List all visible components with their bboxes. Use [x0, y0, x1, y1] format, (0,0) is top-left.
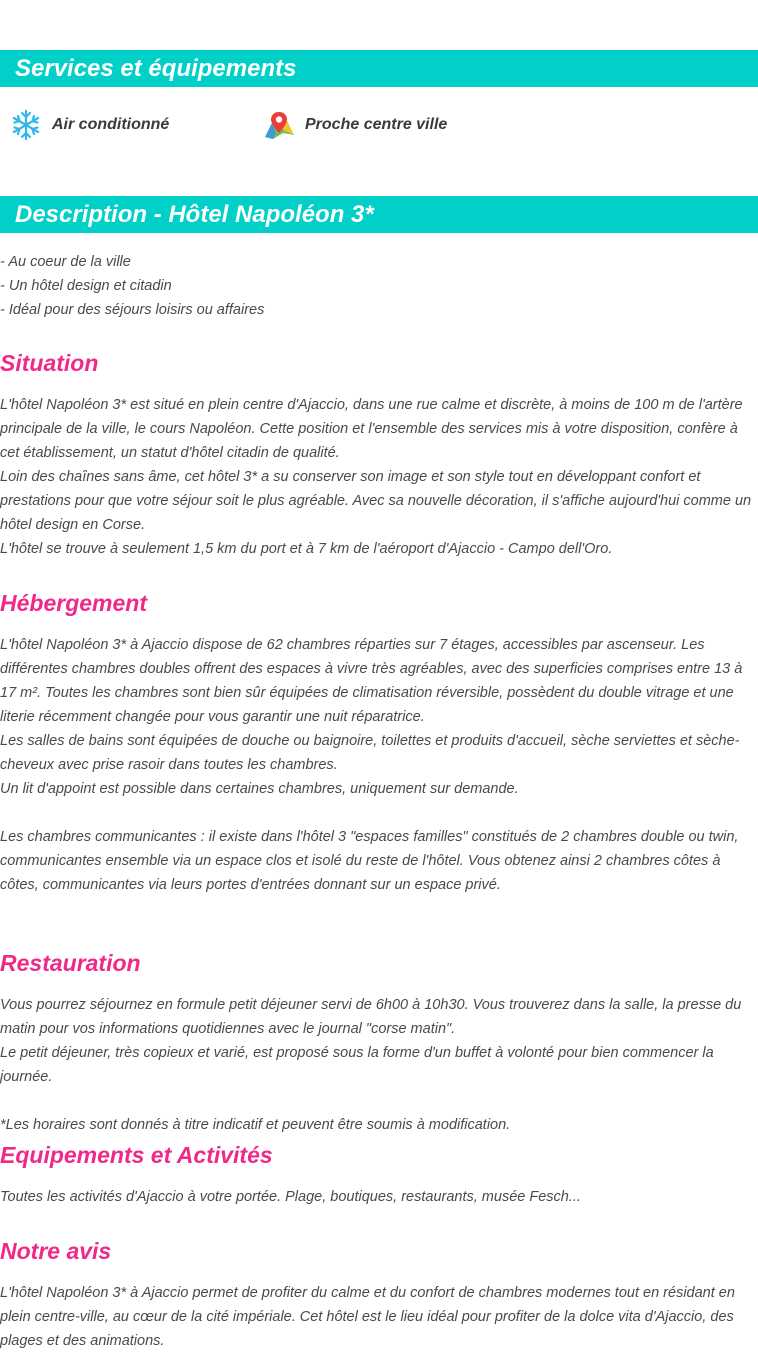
paragraph: L'hôtel Napoléon 3* à Ajaccio dispose de 62 chambres réparties sur 7 étages, accessibles par ascenseur. Les différentes chambres doubles offrent des espaces à vivre très agréables, avec des superficies comprises entre 13 à 17 m². Toutes les chambres sont bien sûr équipées de climatisation réversible, possèdent du double vitrage et une literie récemment changée pour vous garantir une nuit réparatrice.	[0, 637, 743, 725]
list-item: - Au coeur de la ville	[0, 254, 131, 270]
situation-text	[0, 393, 758, 561]
situation-heading: Situation	[0, 350, 99, 376]
avis-heading: Notre avis	[0, 1238, 112, 1264]
list-item: - Idéal pour des séjours loisirs ou affaires	[0, 302, 265, 318]
service-air-conditioning	[10, 108, 169, 142]
avis-text	[0, 1281, 758, 1353]
paragraph: Les chambres communicantes : il existe dans l'hôtel 3 "espaces familles" constitués de 2 chambres double ou twin, communicantes ensemble via un espace clos et isolé du reste de l'hôtel. Vous obtenez ainsi 2 chambres côtes à côtes, communicantes via leurs portes d'entrées donnant sur un espace privé.	[0, 829, 739, 893]
paragraph: L'hôtel Napoléon 3* à Ajaccio permet de profiter du calme et du confort de chambres modernes tout en résidant en plein centre-ville, au cœur de la cité impériale. Cet hôtel est le lieu idéal pour profiter de la dolce vita d'Ajaccio, des plages et des animations.	[0, 1285, 735, 1349]
paragraph: L'hôtel Napoléon 3* est situé en plein centre d'Ajaccio, dans une rue calme et discrète, à moins de 100 m de l'artère principale de la ville, le cours Napoléon. Cette position et l'ensemble des services mis à votre disposition, confère à cet établissement, un statut d'hôtel citadin de qualité.	[0, 397, 743, 461]
paragraph: Vous pourrez séjournez en formule petit déjeuner servi de 6h00 à 10h30. Vous trouverez dans la salle, la presse du matin pour vos informations quotidiennes avec le journal "corse matin".	[0, 997, 742, 1037]
paragraph: L'hôtel se trouve à seulement 1,5 km du port et à 7 km de l'aéroport d'Ajaccio - Campo dell'Oro.	[0, 541, 613, 557]
paragraph: Le petit déjeuner, très copieux et varié, est proposé sous la forme d'un buffet à volonté pour bien commencer la journée.	[0, 1045, 714, 1085]
list-item: - Un hôtel design et citadin	[0, 278, 172, 294]
equipements-text	[0, 1185, 758, 1209]
description-section-title: Description - Hôtel Napoléon 3*	[0, 196, 758, 233]
service-label: Proche centre ville	[305, 116, 448, 133]
paragraph: Toutes les activités d'Ajaccio à votre portée. Plage, boutiques, restaurants, musée Fesch...	[0, 1189, 581, 1205]
map-pin-icon	[263, 109, 295, 141]
service-label: Air conditionné	[52, 116, 170, 133]
service-near-city-center	[263, 108, 447, 142]
paragraph: *Les horaires sont donnés à titre indicatif et peuvent être soumis à modification.	[0, 1117, 511, 1133]
services-section-title: Services et équipements	[0, 50, 758, 87]
hebergement-heading: Hébergement	[0, 590, 147, 616]
restauration-text	[0, 993, 758, 1137]
description-bullets	[0, 250, 758, 322]
restauration-heading: Restauration	[0, 950, 141, 976]
paragraph: Les salles de bains sont équipées de douche ou baignoire, toilettes et produits d'accueil, sèche serviettes et sèche-cheveux avec prise rasoir dans toutes les chambres.	[0, 733, 740, 773]
hebergement-text	[0, 633, 758, 897]
equipements-heading: Equipements et Activités	[0, 1142, 273, 1168]
snowflake-icon	[10, 109, 42, 141]
paragraph: Un lit d'appoint est possible dans certaines chambres, uniquement sur demande.	[0, 781, 519, 797]
paragraph: Loin des chaînes sans âme, cet hôtel 3* a su conserver son image et son style tout en développant confort et prestations pour que votre séjour soit le plus agréable. Avec sa nouvelle décoration, il s'affiche aujourd'hui comme un hôtel design en Corse.	[0, 469, 752, 533]
